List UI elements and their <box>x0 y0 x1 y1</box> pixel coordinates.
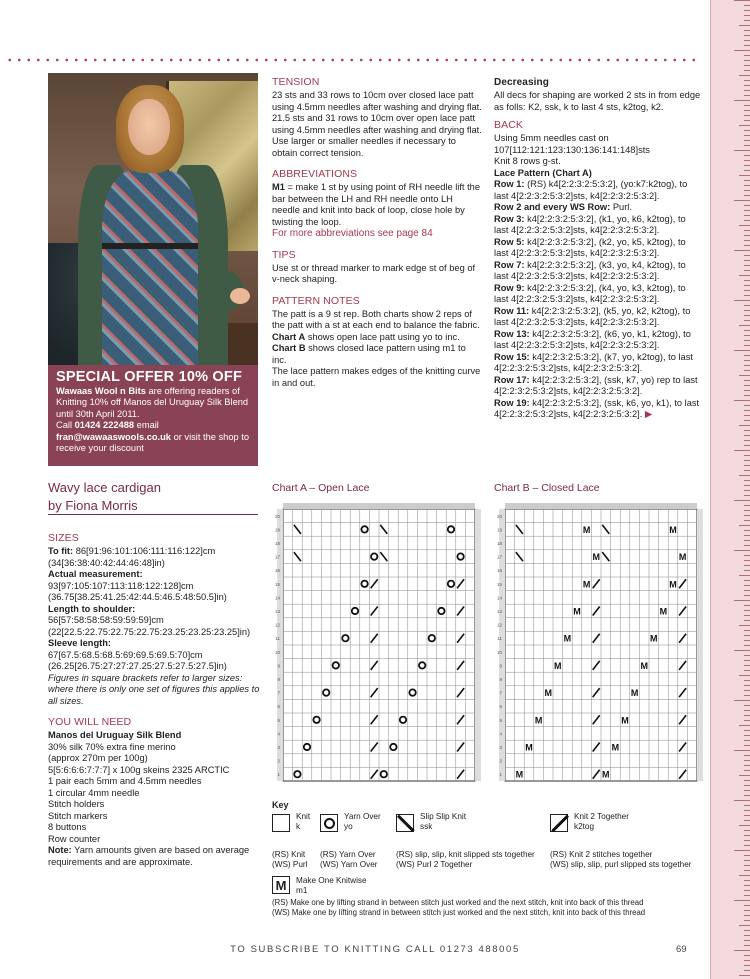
chart-increase-mark: M <box>563 633 572 644</box>
row-number-label: 18 <box>496 541 502 546</box>
chart-increase-mark: M <box>669 524 677 535</box>
title-rule <box>48 514 258 515</box>
pattern-row: Row 19: k4[2:2:3:2:5:3:2], (ssk, k6, yo, k1), to last 4[2:2:3:2:5:3:2]sts, k4[2:2:3:2:5:3:2]. ▶ <box>494 397 700 419</box>
page-ruler <box>710 0 750 979</box>
key-heading: Key <box>272 800 289 810</box>
back-heading: BACK <box>494 119 523 131</box>
row-number-label: 19 <box>274 527 280 533</box>
row-number-label: 11 <box>497 636 502 642</box>
chart-increase-mark: M <box>573 606 581 617</box>
chart-increase-mark: M <box>678 552 687 563</box>
row-number-label: 6 <box>499 704 502 710</box>
chart-increase-mark: M <box>582 579 591 590</box>
k2tog-icon <box>550 814 568 832</box>
chart-increase-mark: M <box>544 688 552 699</box>
chart-increase-mark: M <box>611 742 620 753</box>
row-number-label: 17 <box>496 554 502 560</box>
offer-contact: Call 01424 222488 email fran@wawaaswools.co.uk or visit the shop to receive your discount <box>56 420 250 454</box>
knit-symbol <box>272 814 290 832</box>
pattern-row: Row 5: k4[2:2:3:2:5:3:2], (k2, yo, k5, k2tog), to last 4[2:2:3:2:5:3:2]sts, k4[2:2:3:2:5:3:2]. <box>494 236 686 258</box>
abbreviations-link[interactable]: For more abbreviations see page 84 <box>272 228 433 239</box>
row-number-label: 20 <box>274 513 280 519</box>
row-number-label: 15 <box>274 581 280 587</box>
footer-subscribe: TO SUBSCRIBE TO KNITTING CALL 01273 488005 <box>230 944 520 955</box>
row-number-label: 5 <box>499 717 502 723</box>
chart-increase-mark: M <box>582 524 591 535</box>
tips-heading: TIPS <box>272 248 296 261</box>
row-number-label: 5 <box>277 717 280 723</box>
chart-increase-mark: M <box>650 633 658 644</box>
back-column: Decreasing All decs for shaping are worked 2 sts in from edge as folls: K2, ssk, k to last 4 sts, k2tog, k2. BACK Using 5mm needles cast on 107[112:121:123:130:136:141:148]sts Knit 8 rows g-st. Lace Pattern (Chart A) Row 1: (RS) k4[2:2:3:2:5:3:2], (yo:k7:k2tog), to last 4[2:2:3:2:5:3:2]sts, k4[2:2:3:2:5:3:2]. Row 2 and every WS Row: Purl. Row 3: k4[2:2:3:2:5:3:2], (k1, yo, k6, k2tog), to last 4[2:2:3:2:5:3:2]sts, k4[2:2:3:2:5:3:2]. Row 5: k4[2:2:3:2:5:3:2], (k2, yo, k5, k2tog), to last 4[2:2:3:2:5:3:2]sts, k4[2:2:3:2:5:3:2]. Row 7: k4[2:2:3:2:5:3:2], (k3, yo, k4, k2tog), to last 4[2:2:3:2:5:3:2]sts, k4[2:2:3:2:5:3:2]. Row 9: k4[2:2:3:2:5:3:2], (k4, yo, k3, k2tog), to last 4[2:2:3:2:5:3:2]sts, k4[2:2:3:2:5:3:2]. Row 11: k4[2:2:3:2:5:3:2], (k5, yo, k2, k2tog), to last 4[2:2:3:2:5:3:2]sts, k4[2:2:3:2:5:3:2]. Row 13: k4[2:2:3:2:5:3:2], (k6, yo, k1, k2tog), to last 4[2:2:3:2:5:3:2]sts, k4[2:2:3:2:5:3:2]. Row 15: k4[2:2:3:2:5:3:2], (k7, yo, k2tog), to last 4[2:2:3:2:5:3:2]sts, k4[2:2:3:2:5:3:2]. Row 17: k4[2:2:3:2:5:3:2], (ssk, k7, yo) rep to last 4[2:2:3:2:5:3:2]sts, k4[2:2:3:2:5:3:2]. Row 19: k4[2:2:3:2:5:3:2], (ssk, k6, yo, k1), to last 4[2:2:3:2:5:3:2]sts, k4[2:2:3:2:5:3:2]. ▶ <box>494 77 701 419</box>
yarn-over-icon <box>320 814 338 832</box>
row-number-label: 10 <box>496 649 502 655</box>
pattern-author: by Fiona Morris <box>48 498 138 513</box>
chart-a-open-lace <box>274 503 481 788</box>
row-number-label: 16 <box>274 568 280 574</box>
row-number-label: 8 <box>499 677 502 682</box>
you-will-need-heading: YOU WILL NEED <box>48 716 132 728</box>
row-number-label: 12 <box>496 622 502 628</box>
dotted-divider <box>5 58 695 62</box>
row-number-label: 7 <box>277 690 280 696</box>
pattern-row: Row 2 and every WS Row: Purl. <box>494 202 632 212</box>
sizes-section: SIZES To fit: 86[91:96:101:106:111:116:122]cm (34[36:38:40:42:44:46:48]in) Actual measurement: 93[97:105:107:113:118:122:128]cm (36.75[38.25:41.25:42:44.5:46.5:48:50.5]in) Length to shoulder: 56[57:58:58:58:59:59:59]cm (22[22.5:22.75:22.75:22.75:23.25:23.25:23.25]in) Sleeve length: 67[67.5:68.5:68.5:69:69.5:69.5:70]cm (26.25[26.75:27:27:27.25:27.5:27.5:27.5]in) Figures in square brackets refer to larger sizes: where there is only one set of figures this applies to all sizes. YOU WILL NEED Manos del Uruguay Silk Blend 30% silk 70% extra fine merino (approx 270m per 100g) 5[5:6:6:6:7:7:7] x 100g skeins 2325 ARCTIC 1 pair each 5mm and 4.5mm needles 1 circular 4mm needle Stitch holders Stitch markers 8 buttons Row counter Note: Yarn amounts given are based on average requirements and are approximate. <box>48 532 260 867</box>
row-number-label: 10 <box>274 649 280 655</box>
chart-increase-mark: M <box>515 769 524 780</box>
tension-column: TENSION 23 sts and 33 rows to 10cm over closed lace patt using 4.5mm needles after washing and drying flat. 21.5 sts and 31 rows to 10cm over open lace patt using 4.5mm needles after washing and drying flat. Use larger or smaller needles if necessary to obtain correct tension. ABBREVIATIONS M1 = make 1 st by using point of RH needle lift the bar between the LH and RH needle onto LH needle and knit into back of loop, close hole by twisting the loop. For more abbreviations see page 84 TIPS Use st or thread marker to mark edge st of beg of v-neck shaping. PATTERN NOTES The patt is a 9 st rep. Both charts show 2 reps of the patt with a st at each end to balance the fabric. Chart A shows open lace patt using yo to inc. Chart B shows closed lace pattern using m1 to inc. The lace pattern makes edges of the knitting curve in and out. <box>272 76 482 388</box>
offer-title: SPECIAL OFFER 10% OFF <box>56 369 243 385</box>
offer-email-link[interactable]: fran@wawaaswools.co.uk <box>56 431 171 442</box>
pattern-title: Wavy lace cardigan <box>48 480 161 495</box>
chart-increase-mark: M <box>621 715 629 726</box>
tension-heading: TENSION <box>272 76 320 88</box>
row-number-label: 3 <box>499 745 502 750</box>
chart-b-title: Chart B – Closed Lace <box>494 482 600 494</box>
continue-arrow-icon: ▶ <box>642 409 653 419</box>
chart-increase-mark: M <box>669 579 677 590</box>
chart-key: Key Knit k Yarn Over yo Slip Slip Knit ssk Knit 2 Together k2tog (RS) Knit (WS) Purl (RS) Yarn Over (WS) Yarn Over (RS) slip, slip, knit slipped sts together (WS) Purl 2 Together (RS) Knit 2 stitches together (WS) slip, slip, purl slipped sts together M Make One Knitwise m1 (RS) Make one by lifting strand in between stitch just worked and the next stitch, knit into back of this thread (WS) Make one by lifting strand in between stitch just worked and the next stitch, knit into back of this thread <box>272 800 702 918</box>
row-number-label: 4 <box>499 731 502 737</box>
row-number-label: 15 <box>496 581 502 587</box>
chart-b-closed-lace <box>496 503 703 788</box>
row-number-label: 9 <box>499 663 502 669</box>
row-number-label: 7 <box>499 690 502 696</box>
model-photo <box>48 73 258 365</box>
row-number-label: 19 <box>496 527 502 533</box>
abbreviations-heading: ABBREVIATIONS <box>272 168 358 180</box>
row-number-label: 13 <box>496 609 502 614</box>
pattern-notes-heading: PATTERN NOTES <box>272 294 360 307</box>
row-number-label: 13 <box>274 609 280 614</box>
pattern-row: Row 11: k4[2:2:3:2:5:3:2], (k5, yo, k2, k2tog), to last 4[2:2:3:2:5:3:2]sts, k4[2:2:3:2:5:3:2]. <box>494 305 691 327</box>
chart-increase-mark: M <box>554 660 562 671</box>
row-number-label: 16 <box>496 568 502 574</box>
row-number-label: 2 <box>499 758 502 764</box>
pattern-row: Row 9: k4[2:2:3:2:5:3:2], (k4, yo, k3, k2tog), to last 4[2:2:3:2:5:3:2]sts, k4[2:2:3:2:5:3:2]. <box>494 282 686 304</box>
chart-increase-mark: M <box>525 742 533 753</box>
row-number-label: 20 <box>496 513 502 519</box>
chart-increase-mark: M <box>659 606 668 617</box>
offer-text: Wawaas Wool n Bits are offering readers of Knitting 10% off Manos del Uruguay Silk Blend until 30th April 2011. <box>56 386 249 419</box>
ssk-icon <box>396 814 414 832</box>
pattern-row: Row 1: (RS) k4[2:2:3:2:5:3:2], (yo:k7:k2tog), to last 4[2:2:3:2:5:3:2]sts, k4[2:2:3:2:5:3:2]. <box>494 179 688 201</box>
row-number-label: 12 <box>274 622 280 628</box>
row-number-label: 17 <box>274 554 280 560</box>
page-number: 69 <box>676 944 687 955</box>
decreasing-heading: Decreasing <box>494 77 549 88</box>
row-number-label: 2 <box>277 758 280 764</box>
row-number-label: 4 <box>277 731 280 737</box>
special-offer-box <box>48 365 258 466</box>
pattern-row: Row 17: k4[2:2:3:2:5:3:2], (ssk, k7, yo) rep to last 4[2:2:3:2:5:3:2]sts, k4[2:2:3:2:5:3:2]. <box>494 374 698 396</box>
row-number-label: 6 <box>277 704 280 710</box>
pattern-title-block <box>48 479 258 515</box>
row-number-label: 18 <box>274 541 280 546</box>
pattern-row: Row 13: k4[2:2:3:2:5:3:2], (k6, yo, k1, k2tog), to last 4[2:2:3:2:5:3:2]sts, k4[2:2:3:2:5:3:2]. <box>494 328 691 350</box>
row-number-label: 1 <box>499 772 502 778</box>
chart-increase-mark: M <box>534 715 543 726</box>
chart-increase-mark: M <box>640 660 648 671</box>
row-number-label: 3 <box>277 745 280 750</box>
row-number-label: 1 <box>277 772 280 778</box>
pattern-row: Row 3: k4[2:2:3:2:5:3:2], (k1, yo, k6, k2tog), to last 4[2:2:3:2:5:3:2]sts, k4[2:2:3:2:5:3:2]. <box>494 213 686 235</box>
pattern-row: Row 15: k4[2:2:3:2:5:3:2], (k7, yo, k2tog), to last 4[2:2:3:2:5:3:2]sts, k4[2:2:3:2:5:3:2]. <box>494 351 693 373</box>
chart-increase-mark: M <box>592 552 600 563</box>
chart-increase-mark: M <box>630 688 639 699</box>
sizes-heading: SIZES <box>48 532 79 544</box>
row-number-label: 11 <box>275 636 280 642</box>
row-number-label: 9 <box>277 663 280 669</box>
chart-a-title: Chart A – Open Lace <box>272 482 370 494</box>
row-number-label: 8 <box>277 677 280 682</box>
make-one-icon: M <box>272 876 290 894</box>
row-number-label: 14 <box>496 595 502 601</box>
pattern-row: Row 7: k4[2:2:3:2:5:3:2], (k3, yo, k4, k2tog), to last 4[2:2:3:2:5:3:2]sts, k4[2:2:3:2:5:3:2]. <box>494 259 686 281</box>
chart-increase-mark: M <box>602 769 610 780</box>
row-number-label: 14 <box>274 595 280 601</box>
